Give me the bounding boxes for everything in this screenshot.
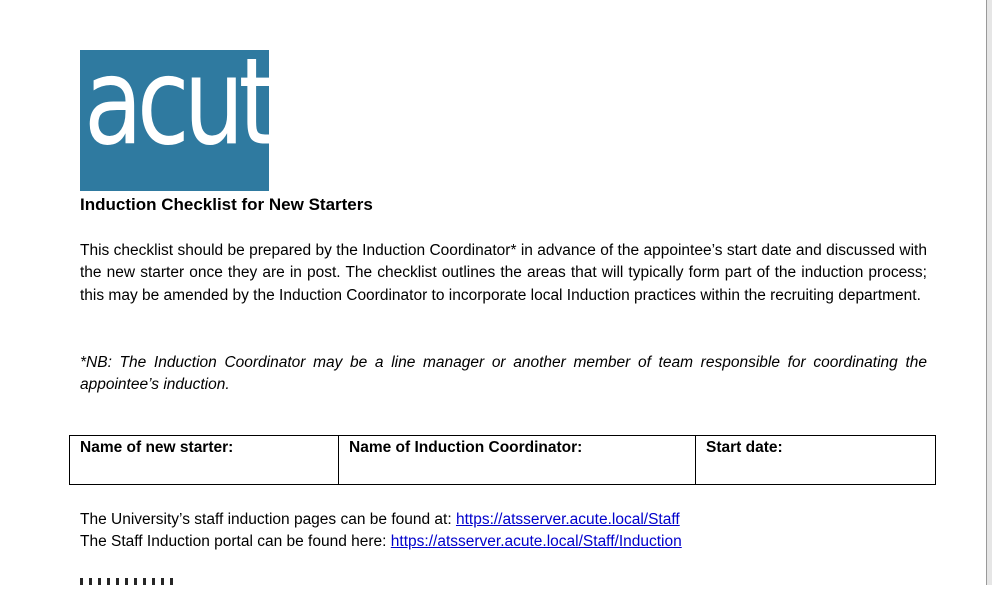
induction-links	[80, 509, 682, 554]
logo-wordmark: acute	[84, 32, 324, 172]
starter-info-table	[69, 435, 936, 485]
staff-pages-link[interactable]: https://atsserver.acute.local/Staff	[455, 511, 680, 528]
induction-portal-label: The Staff Induction portal can be found here:	[80, 533, 391, 551]
induction-coordinator-cell[interactable]: Name of Induction Coordinator:	[339, 436, 696, 485]
induction-portal-line	[80, 531, 682, 553]
start-date-cell[interactable]: Start date:	[696, 436, 936, 485]
table-row	[70, 436, 936, 485]
next-section-heading-cutoff	[80, 578, 176, 590]
intro-paragraph: This checklist should be prepared by the Induction Coordinator* in advance of the appointee’s start date and discussed with the new starter once they are in post. The checklist outlines the areas that will typically form part of the induction process; this may be amended by the Induction Coordinator to incorporate local Induction practices within the recruiting department.	[80, 242, 927, 304]
coordinator-note: *NB: The Induction Coordinator may be a line manager or another member of team responsible for coordinating the appointee’s induction.	[80, 354, 927, 394]
staff-pages-label: The University’s staff induction pages can be found at:	[80, 511, 456, 528]
staff-pages-line	[80, 509, 682, 531]
document-title: Induction Checklist for New Starters	[80, 195, 373, 214]
new-starter-name-cell[interactable]: Name of new starter:	[70, 436, 339, 485]
acute-logo	[80, 32, 324, 191]
induction-portal-link[interactable]: https://atsserver.acute.local/Staff/Induction	[390, 533, 682, 551]
page-edge-shadow	[987, 0, 992, 585]
